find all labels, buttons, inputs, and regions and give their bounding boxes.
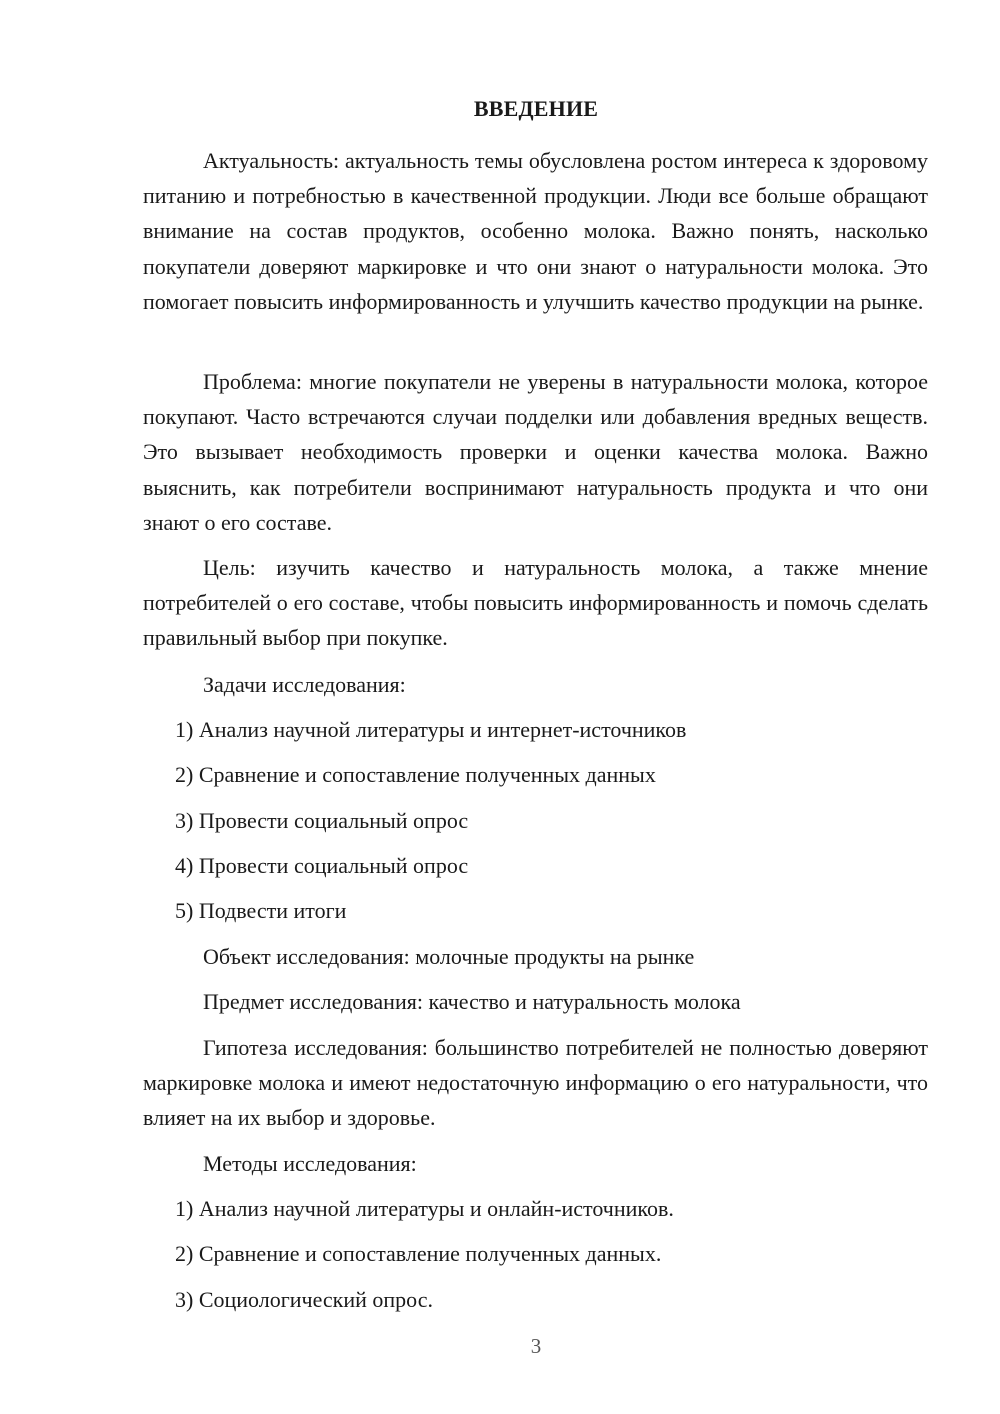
page-number: 3 bbox=[530, 1334, 542, 1358]
hypothesis-paragraph: Гипотеза исследования: большинство потребителей не полностью доверяют маркировке молока и имеют недостаточную информацию о его натуральности, что влияет на их выбор и здоровье. bbox=[143, 1035, 928, 1131]
list-item: 1) Анализ научной литературы и интернет-источников bbox=[175, 717, 687, 742]
research-object: Объект исследования: молочные продукты на рынке bbox=[203, 944, 695, 969]
tasks-heading: Задачи исследования: bbox=[203, 672, 406, 697]
relevance-paragraph: Актуальность: актуальность темы обусловлена ростом интереса к здоровому питанию и потребностью в качественной продукции. Люди все больше обращают внимание на состав продуктов, особенно молока. Важно понять, насколько покупатели доверяют маркировке и что они знают о натуральности молока. Это помогает повысить информированность и улучшить качество продукции на рынке. bbox=[143, 148, 928, 314]
research-subject: Предмет исследования: качество и натуральность молока bbox=[203, 989, 741, 1014]
list-item: 5) Подвести итоги bbox=[175, 898, 347, 923]
list-item: 4) Провести социальный опрос bbox=[175, 853, 469, 878]
list-item: 3) Социологический опрос. bbox=[175, 1287, 433, 1312]
page-title: ВВЕДЕНИЕ bbox=[473, 96, 599, 121]
list-item: 2) Сравнение и сопоставление полученных данных. bbox=[175, 1241, 662, 1266]
list-item: 3) Провести социальный опрос bbox=[175, 808, 469, 833]
methods-heading: Методы исследования: bbox=[203, 1151, 417, 1176]
goal-paragraph: Цель: изучить качество и натуральность молока, а также мнение потребителей о его составе, чтобы повысить информированность и помочь сделать правильный выбор при покупке. bbox=[143, 555, 928, 651]
list-item: 1) Анализ научной литературы и онлайн-источников. bbox=[175, 1196, 674, 1221]
problem-paragraph: Проблема: многие покупатели не уверены в натуральности молока, которое покупают. Часто встречаются случаи подделки или добавления вредных веществ. Это вызывает необходимость проверки и оценки качества молока. Важно выяснить, как потребители воспринимают натуральность продукта и что они знают о его составе. bbox=[143, 369, 928, 535]
list-item: 2) Сравнение и сопоставление полученных данных bbox=[175, 762, 656, 787]
